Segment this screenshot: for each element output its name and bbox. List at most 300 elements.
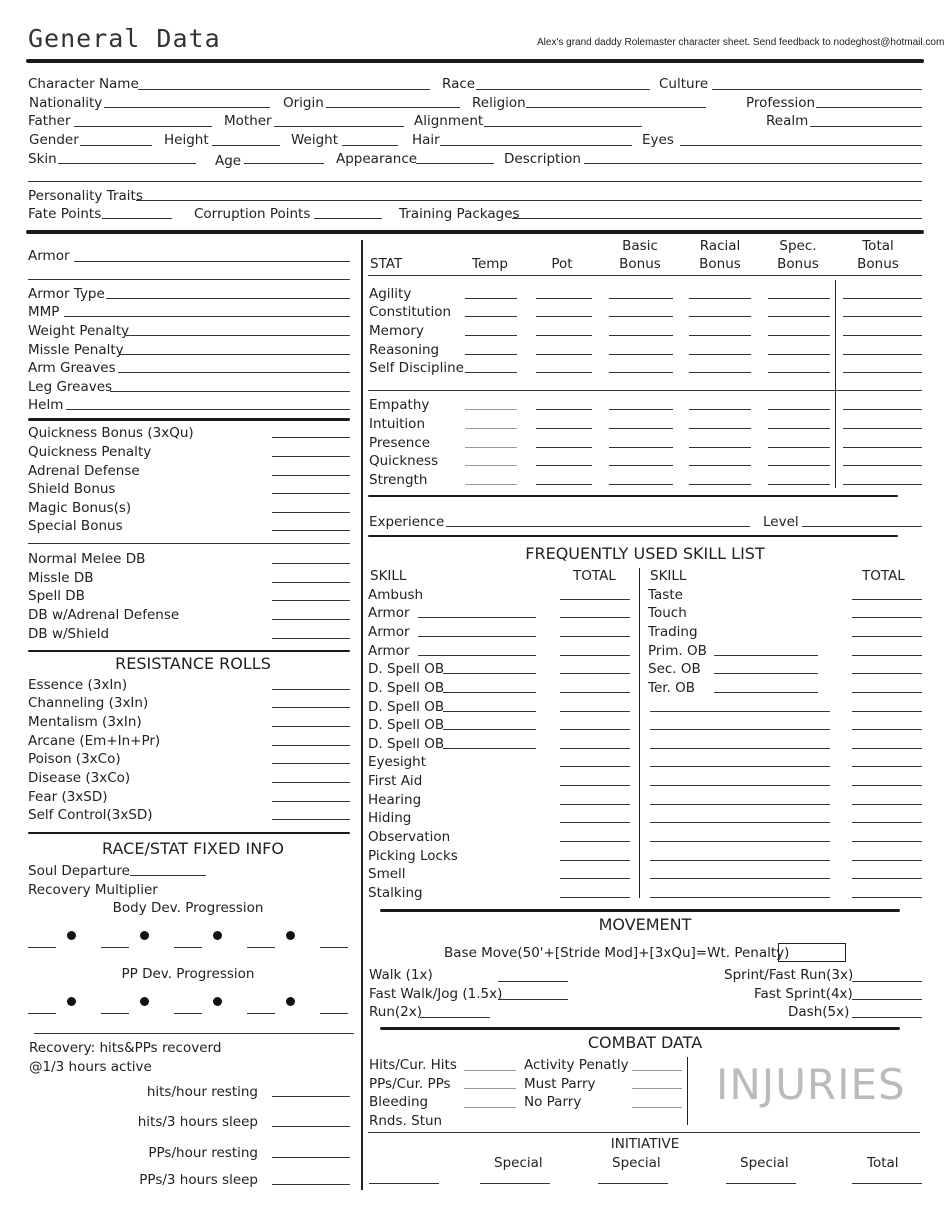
progression-field[interactable]: [174, 1013, 202, 1014]
stat-value-field[interactable]: [768, 447, 830, 448]
appearance-field[interactable]: [416, 163, 494, 164]
sprint-field[interactable]: [852, 981, 922, 982]
racial-bonus-header-2: Bonus: [699, 256, 741, 272]
recovery-item-field[interactable]: [272, 1184, 350, 1185]
culture-field[interactable]: [712, 89, 922, 90]
skill-name: D. Spell OB: [368, 736, 445, 752]
race-field[interactable]: [476, 89, 650, 90]
stat-value-field[interactable]: [465, 484, 517, 485]
realm-field[interactable]: [810, 126, 922, 127]
armor-divider: [28, 418, 350, 421]
no-parry-label: No Parry: [524, 1094, 582, 1110]
column-divider: [361, 240, 363, 1190]
initiative-special-2-field[interactable]: [598, 1183, 668, 1184]
title-divider: [26, 59, 924, 63]
initiative-special-3-field[interactable]: [726, 1183, 796, 1184]
sprint-label: Sprint/Fast Run(3x): [724, 967, 854, 983]
description-field-continued[interactable]: [28, 181, 922, 182]
skin-field[interactable]: [58, 163, 196, 164]
stat-value-field[interactable]: [465, 465, 517, 466]
resistance-field[interactable]: [272, 763, 350, 764]
armor-field-continued[interactable]: [28, 279, 350, 280]
resistance-label: Disease (3xCo): [28, 770, 131, 786]
skill-total-field[interactable]: [560, 711, 630, 712]
must-parry-field[interactable]: [632, 1088, 682, 1089]
total-col-header-left: TOTAL: [573, 568, 616, 584]
stat-name: Self Discipline: [369, 360, 464, 376]
mother-field[interactable]: [274, 126, 404, 127]
skill-name: First Aid: [368, 773, 423, 789]
skill-name-field[interactable]: [714, 692, 818, 693]
race-label: Race: [442, 76, 476, 92]
description-field[interactable]: [584, 163, 922, 164]
stat-value-field[interactable]: [843, 428, 922, 429]
skill-name-field[interactable]: [418, 617, 536, 618]
activity-penalty-field[interactable]: [632, 1070, 682, 1071]
movement-title: MOVEMENT: [598, 915, 692, 934]
stats-group-rule: [368, 390, 922, 391]
description-label: Description: [504, 151, 581, 167]
alignment-field[interactable]: [484, 126, 642, 127]
personality-traits-field[interactable]: [136, 200, 922, 201]
stat-value-field[interactable]: [536, 409, 592, 410]
run-label: Run(2x): [369, 1004, 422, 1020]
father-field[interactable]: [74, 126, 212, 127]
skill-name-field[interactable]: [714, 673, 818, 674]
fast-sprint-field[interactable]: [852, 999, 922, 1000]
total-col-header-right: TOTAL: [862, 568, 905, 584]
skill-name-field[interactable]: [443, 692, 536, 693]
stat-value-field[interactable]: [689, 372, 751, 373]
progression-field[interactable]: [320, 1013, 348, 1014]
stat-value-field[interactable]: [689, 428, 751, 429]
bonus-field[interactable]: [272, 456, 350, 457]
resistance-field[interactable]: [272, 745, 350, 746]
armor-item-label: Helm: [28, 397, 64, 413]
skill-name: Ter. OB: [648, 680, 696, 696]
armor-item-field[interactable]: [106, 298, 350, 299]
progression-field[interactable]: [101, 947, 129, 948]
armor-item-field[interactable]: [110, 391, 350, 392]
eyes-field[interactable]: [680, 145, 922, 146]
db-label: Normal Melee DB: [28, 551, 146, 567]
stat-value-field[interactable]: [536, 354, 592, 355]
skill-name-field[interactable]: [650, 841, 830, 842]
skill-total-field[interactable]: [560, 785, 630, 786]
stat-value-field[interactable]: [843, 335, 922, 336]
initiative-total-label: Total: [867, 1155, 899, 1171]
skill-name: Prim. OB: [648, 643, 707, 659]
skill-total-field[interactable]: [560, 804, 630, 805]
experience-field[interactable]: [446, 526, 750, 527]
level-label: Level: [763, 514, 799, 530]
progression-field[interactable]: [320, 947, 348, 948]
skill-name: D. Spell OB: [368, 699, 445, 715]
injuries-label: INJURIES: [716, 1060, 906, 1109]
skill-name-field[interactable]: [650, 897, 830, 898]
stat-value-field[interactable]: [689, 409, 751, 410]
height-field[interactable]: [212, 145, 280, 146]
bonus-label: Shield Bonus: [28, 481, 116, 497]
skill-name: Touch: [648, 605, 687, 621]
resistance-field[interactable]: [272, 782, 350, 783]
stat-value-field[interactable]: [689, 354, 751, 355]
bonus-field[interactable]: [272, 493, 350, 494]
skill-name-field[interactable]: [650, 785, 830, 786]
skill-total-field[interactable]: [560, 729, 630, 730]
walk-field[interactable]: [498, 981, 568, 982]
stat-value-field[interactable]: [768, 465, 830, 466]
origin-field[interactable]: [326, 107, 460, 108]
armor-item-field[interactable]: [118, 372, 350, 373]
stat-name: Strength: [369, 472, 428, 488]
recovery-item-label: hits/hour resting: [146, 1084, 258, 1100]
skill-total-field[interactable]: [852, 655, 922, 656]
db-field[interactable]: [272, 638, 350, 639]
combat-title: COMBAT DATA: [587, 1033, 703, 1052]
training-packages-field[interactable]: [512, 218, 922, 219]
stat-value-field[interactable]: [843, 354, 922, 355]
page-title: General Data: [28, 24, 221, 53]
stat-value-field[interactable]: [465, 409, 517, 410]
mother-label: Mother: [224, 113, 272, 129]
skill-total-field[interactable]: [852, 748, 922, 749]
nationality-label: Nationality: [29, 95, 103, 111]
base-move-box[interactable]: [778, 943, 846, 962]
skill-name: Taste: [648, 587, 683, 603]
weight-field[interactable]: [342, 145, 398, 146]
stat-value-field[interactable]: [609, 335, 673, 336]
stat-value-field[interactable]: [536, 372, 592, 373]
db-label: Spell DB: [28, 588, 85, 604]
initiative-base-field[interactable]: [369, 1183, 439, 1184]
stat-value-field[interactable]: [465, 316, 517, 317]
stat-value-field[interactable]: [536, 465, 592, 466]
origin-label: Origin: [283, 95, 324, 111]
initiative-special-1-field[interactable]: [480, 1183, 550, 1184]
stat-value-field[interactable]: [843, 484, 922, 485]
stat-value-field[interactable]: [689, 335, 751, 336]
recovery-item-field[interactable]: [272, 1126, 350, 1127]
stat-value-field[interactable]: [465, 354, 517, 355]
stat-value-field[interactable]: [843, 447, 922, 448]
progression-field[interactable]: [174, 947, 202, 948]
skill-name: Smell: [368, 866, 406, 882]
soul-departure-field[interactable]: [130, 875, 206, 876]
skill-name: Picking Locks: [368, 848, 458, 864]
skill-total-field[interactable]: [560, 860, 630, 861]
age-field[interactable]: [244, 163, 324, 164]
skill-total-field[interactable]: [852, 878, 922, 879]
skill-total-field[interactable]: [560, 692, 630, 693]
corruption-points-field[interactable]: [314, 218, 382, 219]
stat-value-field[interactable]: [768, 298, 830, 299]
stats-divider: [368, 495, 898, 497]
db-field[interactable]: [272, 619, 350, 620]
bonus-label: Quickness Penalty: [28, 444, 152, 460]
bleeding-label: Bleeding: [369, 1094, 429, 1110]
skill-total-field[interactable]: [852, 897, 922, 898]
skill-total-field[interactable]: [852, 841, 922, 842]
initiative-total-field[interactable]: [852, 1183, 922, 1184]
stat-value-field[interactable]: [689, 316, 751, 317]
skill-total-field[interactable]: [560, 636, 630, 637]
stat-value-field[interactable]: [536, 335, 592, 336]
skill-name-field[interactable]: [443, 673, 536, 674]
stat-value-field[interactable]: [843, 409, 922, 410]
stat-value-field[interactable]: [768, 316, 830, 317]
stat-value-field[interactable]: [609, 316, 673, 317]
armor-item-field[interactable]: [120, 354, 350, 355]
walk-label: Walk (1x): [369, 967, 433, 983]
recovery-item-field[interactable]: [272, 1096, 350, 1097]
must-parry-label: Must Parry: [524, 1076, 596, 1092]
armor-field[interactable]: [74, 261, 350, 262]
stat-value-field[interactable]: [689, 298, 751, 299]
stat-value-field[interactable]: [536, 428, 592, 429]
stat-value-field[interactable]: [689, 484, 751, 485]
culture-label: Culture: [659, 76, 709, 92]
bonus-field[interactable]: [272, 530, 350, 531]
stat-value-field[interactable]: [768, 484, 830, 485]
activity-penalty-label: Activity Penatly: [524, 1057, 629, 1073]
corruption-points-label: Corruption Points: [194, 206, 311, 222]
skill-total-field[interactable]: [560, 617, 630, 618]
skill-total-field[interactable]: [852, 711, 922, 712]
pps-field[interactable]: [464, 1088, 516, 1089]
resistance-field[interactable]: [272, 819, 350, 820]
progression-dot: [140, 997, 149, 1006]
stat-value-field[interactable]: [536, 484, 592, 485]
stat-value-field[interactable]: [609, 409, 673, 410]
stat-value-field[interactable]: [843, 372, 922, 373]
skill-name-field[interactable]: [650, 860, 830, 861]
stat-value-field[interactable]: [536, 298, 592, 299]
skill-name-field[interactable]: [650, 878, 830, 879]
progression-dot: [286, 997, 295, 1006]
temp-header: Temp: [472, 256, 508, 272]
resistance-label: Essence (3xIn): [28, 677, 128, 693]
profession-label: Profession: [746, 95, 816, 111]
injuries-divider: [687, 1057, 688, 1125]
skill-name: Trading: [648, 624, 698, 640]
fast-walk-label: Fast Walk/Jog (1.5x): [369, 986, 503, 1002]
stat-value-field[interactable]: [609, 484, 673, 485]
skill-name: Eyesight: [368, 754, 427, 770]
resistance-field[interactable]: [272, 801, 350, 802]
stat-value-field[interactable]: [536, 316, 592, 317]
skill-name-field[interactable]: [418, 655, 536, 656]
skill-total-field[interactable]: [852, 766, 922, 767]
stat-name: Empathy: [369, 397, 430, 413]
stat-value-field[interactable]: [609, 372, 673, 373]
resistance-field[interactable]: [272, 707, 350, 708]
armor-item-field[interactable]: [64, 316, 350, 317]
bleeding-field[interactable]: [464, 1107, 516, 1108]
no-parry-field[interactable]: [632, 1107, 682, 1108]
hair-label: Hair: [412, 132, 440, 148]
personality-traits-label: Personality Traits: [28, 188, 143, 204]
recovery-multiplier-label: Recovery Multiplier: [28, 882, 158, 898]
skill-name: D. Spell OB: [368, 717, 445, 733]
resistance-field[interactable]: [272, 726, 350, 727]
run-field[interactable]: [420, 1017, 490, 1018]
skill-total-field[interactable]: [560, 655, 630, 656]
stat-value-field[interactable]: [768, 409, 830, 410]
progression-dot: [67, 931, 76, 940]
basic-bonus-header-1: Basic: [622, 238, 658, 254]
resistance-label: Fear (3xSD): [28, 789, 108, 805]
fate-points-field[interactable]: [102, 218, 172, 219]
skill-total-field[interactable]: [852, 822, 922, 823]
skill-total-field[interactable]: [852, 636, 922, 637]
recovery-item-field[interactable]: [272, 1157, 350, 1158]
stat-value-field[interactable]: [465, 372, 517, 373]
skill-name: Hiding: [368, 810, 412, 826]
stat-value-field[interactable]: [609, 465, 673, 466]
stat-value-field[interactable]: [609, 428, 673, 429]
progression-field[interactable]: [247, 1013, 275, 1014]
stat-value-field[interactable]: [843, 465, 922, 466]
bonus-divider: [28, 543, 350, 544]
racial-bonus-header-1: Racial: [699, 238, 741, 254]
armor-item-field[interactable]: [66, 409, 350, 410]
recovery-line2: @1/3 hours active: [29, 1059, 152, 1075]
fast-walk-field[interactable]: [498, 999, 568, 1000]
gender-field[interactable]: [80, 145, 152, 146]
stat-value-field[interactable]: [465, 298, 517, 299]
stat-name: Intuition: [369, 416, 425, 432]
skill-name-field[interactable]: [650, 822, 830, 823]
stat-name: Quickness: [369, 453, 439, 469]
skill-total-field[interactable]: [852, 785, 922, 786]
skill-name: Hearing: [368, 792, 422, 808]
skill-name: D. Spell OB: [368, 661, 445, 677]
skill-total-field[interactable]: [852, 804, 922, 805]
stats-header-rule: [368, 275, 922, 276]
race-stat-divider: [34, 1033, 354, 1034]
skill-total-field[interactable]: [560, 766, 630, 767]
recovery-item-label: hits/3 hours sleep: [137, 1114, 258, 1130]
level-field[interactable]: [802, 526, 922, 527]
initiative-special-3-label: Special: [740, 1155, 789, 1171]
dash-field[interactable]: [852, 1017, 922, 1018]
skill-name: Observation: [368, 829, 451, 845]
skill-total-field[interactable]: [852, 673, 922, 674]
stat-value-field[interactable]: [609, 447, 673, 448]
skill-name-field[interactable]: [650, 711, 830, 712]
skill-total-field[interactable]: [852, 617, 922, 618]
stat-value-field[interactable]: [465, 335, 517, 336]
skill-total-field[interactable]: [560, 599, 630, 600]
nationality-field[interactable]: [104, 107, 270, 108]
armor-item-field[interactable]: [126, 335, 350, 336]
stat-value-field[interactable]: [768, 428, 830, 429]
db-field[interactable]: [272, 600, 350, 601]
alignment-label: Alignment: [414, 113, 484, 129]
skill-total-field[interactable]: [560, 841, 630, 842]
stat-value-field[interactable]: [768, 335, 830, 336]
recovery-item-label: PPs/hour resting: [148, 1145, 258, 1161]
progression-field[interactable]: [28, 947, 56, 948]
skill-total-field[interactable]: [852, 729, 922, 730]
skill-total-field[interactable]: [852, 692, 922, 693]
skill-total-field[interactable]: [852, 860, 922, 861]
skill-name-field[interactable]: [650, 748, 830, 749]
skill-name-field[interactable]: [650, 729, 830, 730]
skin-label: Skin: [28, 151, 57, 167]
skill-total-field[interactable]: [560, 748, 630, 749]
db-field[interactable]: [272, 563, 350, 564]
character-name-field[interactable]: [138, 89, 430, 90]
father-label: Father: [28, 113, 71, 129]
armor-item-label: Armor Type: [28, 286, 105, 302]
bonus-field[interactable]: [272, 475, 350, 476]
skill-name-field[interactable]: [443, 748, 536, 749]
skill-name-field[interactable]: [443, 711, 536, 712]
resistance-field[interactable]: [272, 689, 350, 690]
skill-name: Sec. OB: [648, 661, 701, 677]
progression-field[interactable]: [247, 947, 275, 948]
resistance-label: Arcane (Em+In+Pr): [28, 733, 161, 749]
progression-dot: [213, 997, 222, 1006]
stat-value-field[interactable]: [768, 354, 830, 355]
armor-item-label: Missle Penalty: [28, 342, 124, 358]
stat-value-field[interactable]: [609, 298, 673, 299]
stat-value-field[interactable]: [465, 447, 517, 448]
fate-points-label: Fate Points: [28, 206, 102, 222]
base-move-label: Base Move(50'+[Stride Mod]+[3xQu]=Wt. Penalty): [444, 945, 790, 961]
stat-value-field[interactable]: [465, 428, 517, 429]
skill-name-field[interactable]: [650, 804, 830, 805]
stat-value-field[interactable]: [768, 372, 830, 373]
skill-total-field[interactable]: [560, 673, 630, 674]
skill-total-field[interactable]: [852, 599, 922, 600]
stat-value-field[interactable]: [689, 465, 751, 466]
skill-total-field[interactable]: [560, 878, 630, 879]
db-field[interactable]: [272, 582, 350, 583]
progression-field[interactable]: [101, 1013, 129, 1014]
skill-name-field[interactable]: [443, 729, 536, 730]
progression-field[interactable]: [28, 1013, 56, 1014]
hits-field[interactable]: [464, 1070, 516, 1071]
skill-total-field[interactable]: [560, 897, 630, 898]
skill-name-field[interactable]: [418, 636, 536, 637]
skills-divider: [380, 909, 900, 912]
stat-value-field[interactable]: [843, 298, 922, 299]
rnds-stun-label: Rnds. Stun: [369, 1113, 443, 1129]
stat-value-field[interactable]: [609, 354, 673, 355]
skill-name-field[interactable]: [650, 766, 830, 767]
skill-name-field[interactable]: [714, 655, 818, 656]
stat-value-field[interactable]: [689, 447, 751, 448]
hair-field[interactable]: [440, 145, 632, 146]
total-bonus-header-1: Total: [862, 238, 894, 254]
stat-value-field[interactable]: [843, 316, 922, 317]
profession-field[interactable]: [816, 107, 922, 108]
skill-name: Armor: [368, 605, 410, 621]
bonus-field[interactable]: [272, 512, 350, 513]
stat-value-field[interactable]: [536, 447, 592, 448]
recovery-item-label: PPs/3 hours sleep: [139, 1172, 258, 1188]
skill-total-field[interactable]: [560, 822, 630, 823]
race-stat-title: RACE/STAT FIXED INFO: [102, 839, 284, 858]
stat-name: Memory: [369, 323, 424, 339]
religion-field[interactable]: [526, 107, 706, 108]
bonus-label: Special Bonus: [28, 518, 123, 534]
bonus-field[interactable]: [272, 437, 350, 438]
dash-label: Dash(5x): [788, 1004, 850, 1020]
